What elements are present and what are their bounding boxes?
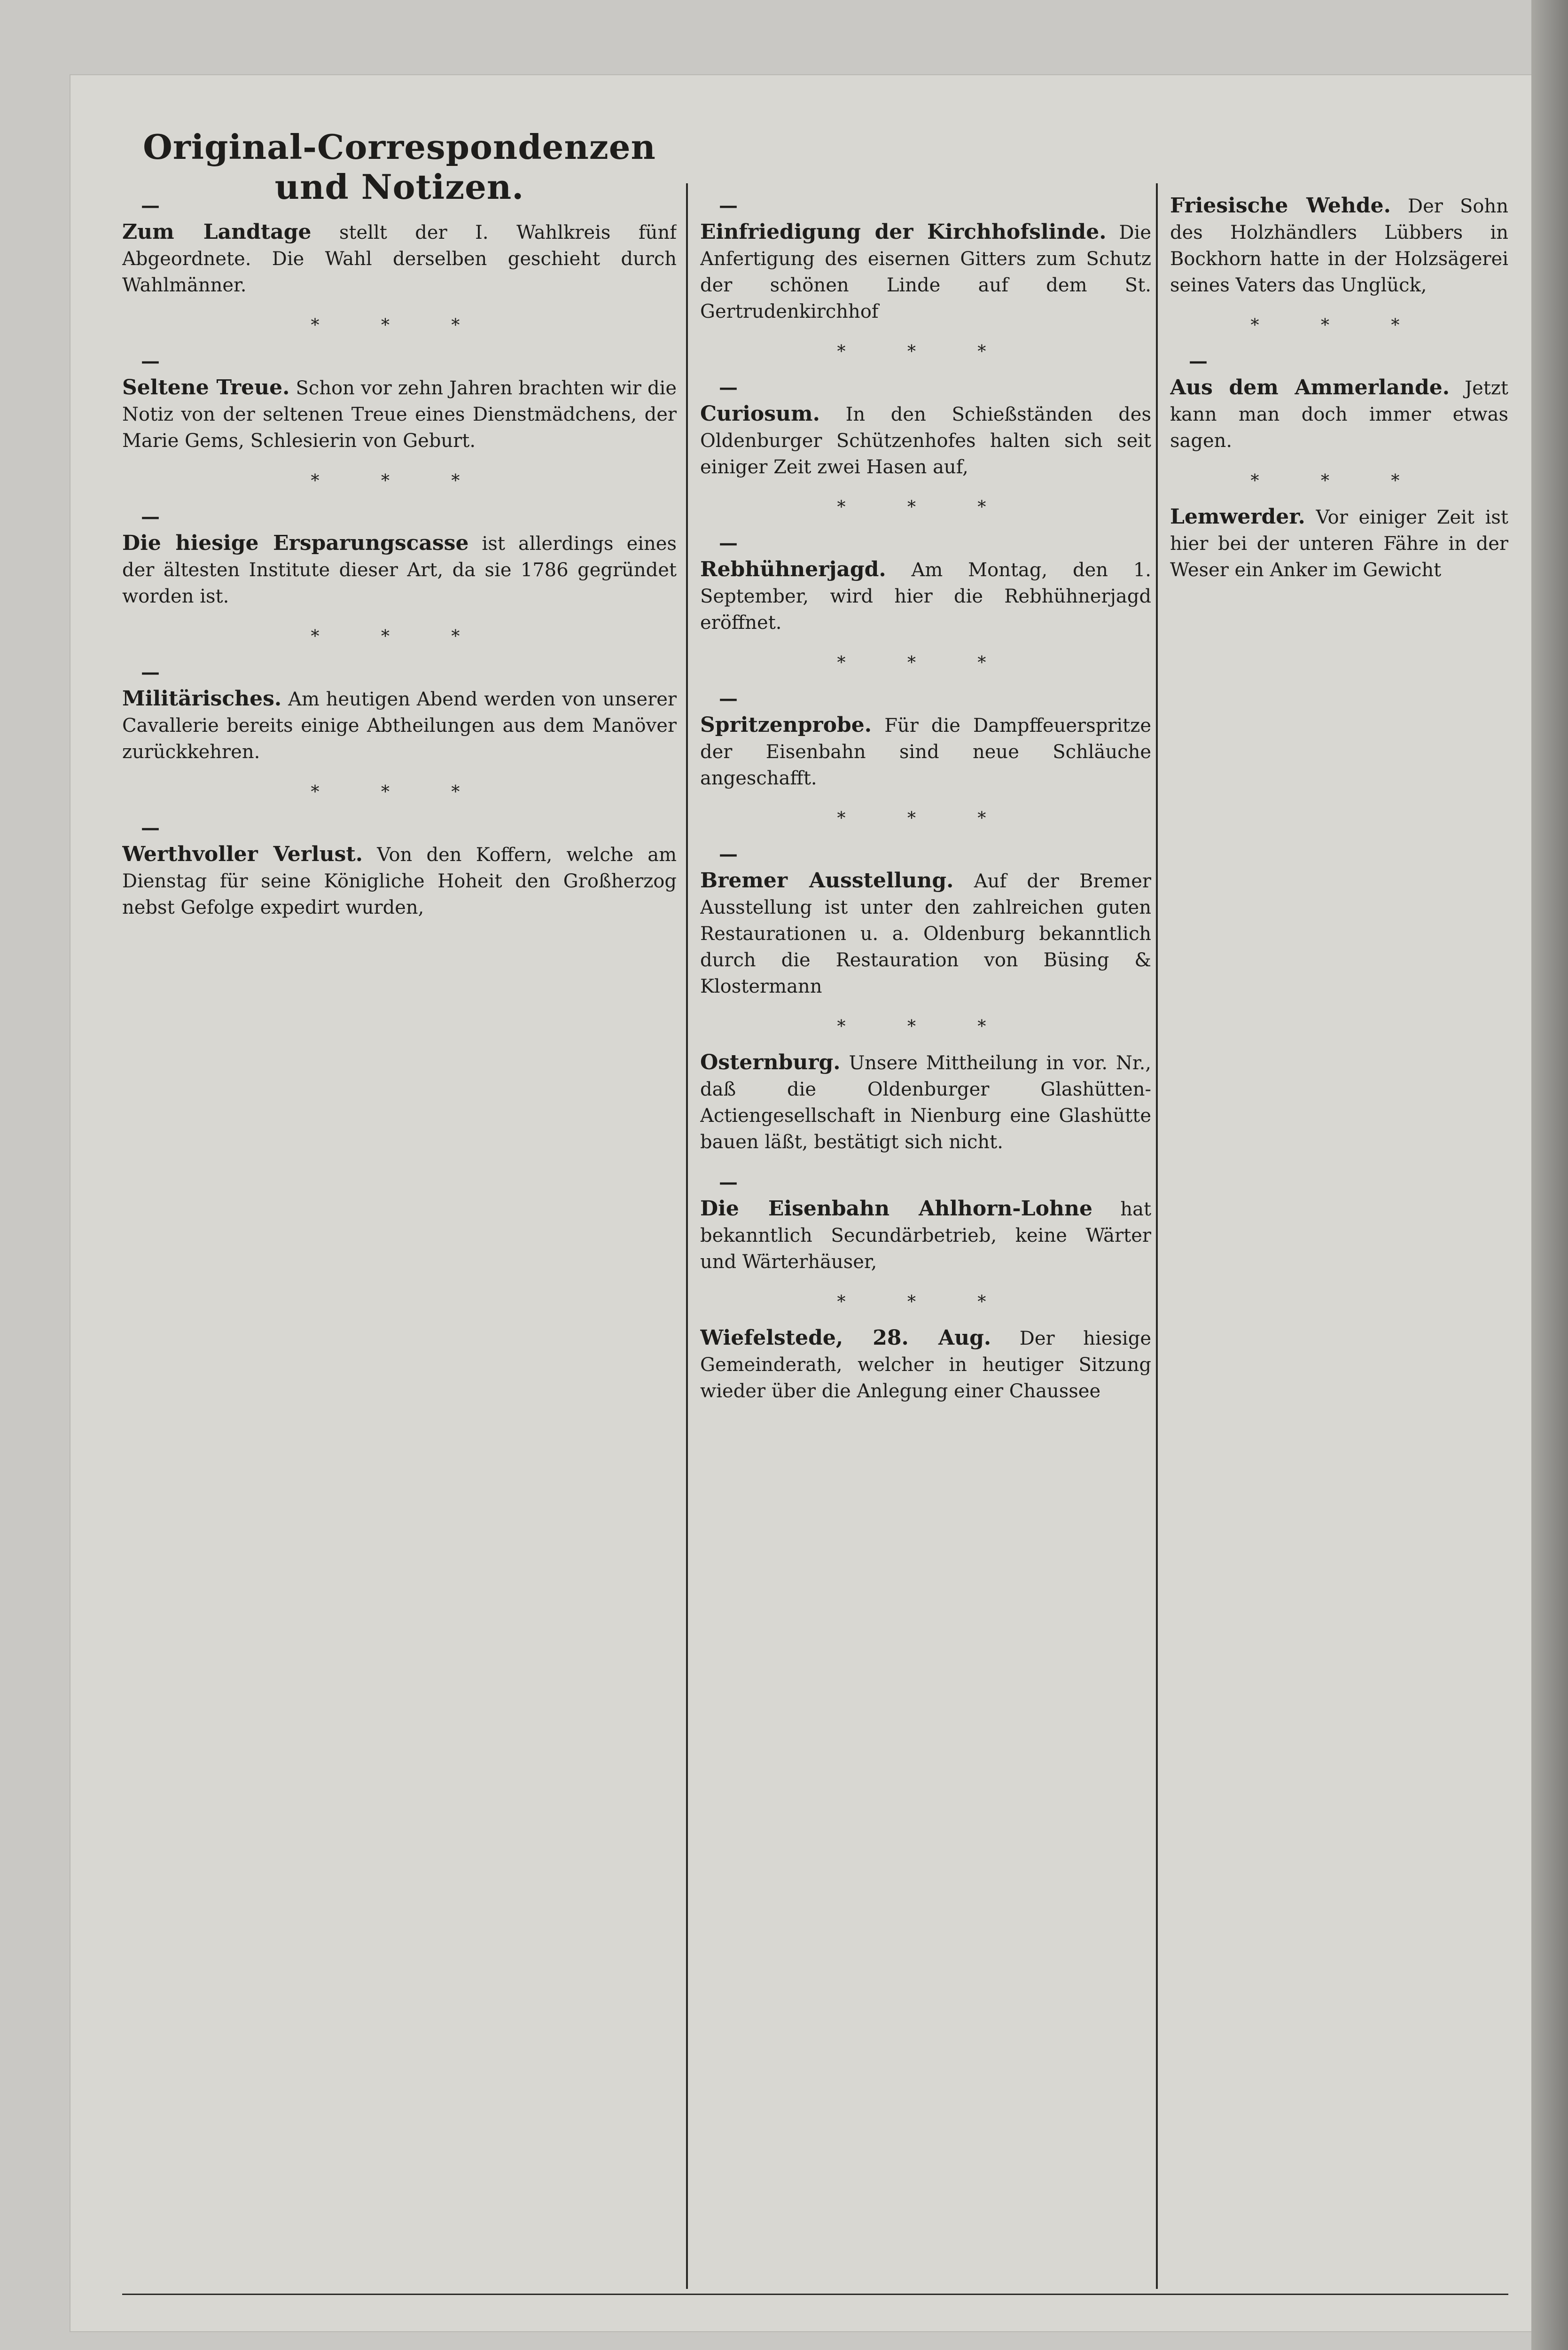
article-heading: Wiefelstede, 28. Aug. <box>700 1326 991 1350</box>
separator-stars: * * * <box>837 1292 1014 1312</box>
section-heading: Original-Correspondenzen und Notizen. <box>143 127 656 207</box>
article: — Einfriedigung der Kirchhofslinde. Die Anfertigung des eisernen Gitters zum Schutz der schönen Linde auf dem St. Gertrudenkirchhof <box>700 195 1151 322</box>
article: — Die Eisenbahn Ahlhorn-Lohne hat bekanntlich Secundärbetrieb, keine Wärter und Wärterhäuser, <box>700 1171 1151 1273</box>
article-lead: ist allerdings eines der ältesten Institute dieser Art, da sie 1786 gegründet worden ist. <box>122 533 677 607</box>
article-heading: Spritzenprobe. <box>700 713 872 737</box>
article-heading: Aus dem Ammerlande. <box>1170 376 1450 400</box>
column-3 <box>1170 193 1508 2261</box>
article-heading: Einfriedigung der Kirchhofslinde. <box>700 220 1107 244</box>
article-heading: Bremer Ausstellung. <box>700 869 954 893</box>
article-lead: Unsere Mittheilung in vor. Nr., daß die Oldenburger Glashütten-Actiengesellschaft in Nienburg eine Glashütte bauen läßt, bestätigt sich nicht. <box>700 1052 1151 1153</box>
article: — Spritzenprobe. Für die Dampffeuerspritze der Eisenbahn sind neue Schläuche angeschafft. <box>700 688 1151 789</box>
article-heading: Militärisches. <box>122 687 282 711</box>
article-heading: Die Eisenbahn Ahlhorn-Lohne <box>700 1197 1092 1221</box>
article-heading: Zum Landtage <box>122 220 312 244</box>
article <box>1170 504 1508 583</box>
separator-stars: * * * <box>837 653 1014 673</box>
separator-stars: * * * <box>311 783 488 802</box>
article-lead: Der Sohn des Holzhändlers Lübbers in Bockhorn hatte in der Holzsägerei seines Vaters das Unglück, <box>1170 196 1508 296</box>
separator-stars: * * * <box>837 342 1014 361</box>
article-heading: Friesische Wehde. <box>1170 194 1391 218</box>
article-lead: Die Anfertigung des eisernen Gitters zum Schutz der schönen Linde auf dem St. Gertrudenkirchhof <box>700 222 1151 322</box>
column-rule <box>686 183 688 2289</box>
separator-stars: * * * <box>837 1017 1014 1036</box>
article-heading: Curiosum. <box>700 402 820 426</box>
article: — Werthvoller Verlust. Von den Koffern, welche am Dienstag für seine Königliche Hoheit den Großherzog nebst Gefolge expedirt wurden, <box>122 817 677 918</box>
article: — Rebhühnerjagd. Am Montag, den 1. September, wird hier die Rebhühnerjagd eröffnet. <box>700 532 1151 634</box>
article-heading: Rebhühnerjagd. <box>700 557 886 581</box>
separator-stars: * * * <box>311 316 488 335</box>
article-lead: hat bekanntlich Secundärbetrieb, keine Wärter und Wärterhäuser, <box>700 1198 1151 1273</box>
article-lead: Der hiesige Gemeinderath, welcher in heutiger Sitzung wieder über die Anlegung einer Chaussee <box>700 1328 1151 1402</box>
separator-stars: * * * <box>311 471 488 491</box>
article-lead: Für die Dampffeuerspritze der Eisenbahn sind neue Schläuche angeschafft. <box>700 715 1151 789</box>
column-1 <box>122 193 677 2261</box>
article-lead: Am Montag, den 1. September, wird hier die Rebhühnerjagd eröffnet. <box>700 559 1151 634</box>
article-heading: Werthvoller Verlust. <box>122 842 363 866</box>
article-lead: Vor einiger Zeit ist hier bei der unteren Fähre in der Weser ein Anker im Gewicht <box>1170 507 1508 581</box>
article-lead: Von den Koffern, welche am Dienstag für seine Königliche Hoheit den Großherzog nebst Gefolge expedirt wurden, <box>122 844 677 918</box>
article <box>700 1325 1151 1404</box>
article: — Militärisches. Am heutigen Abend werden von unserer Cavallerie bereits einige Abtheilungen aus dem Manöver zurückkehren. <box>122 661 677 763</box>
article <box>700 1050 1151 1155</box>
column-2 <box>700 193 1151 2261</box>
article: — Seltene Treue. Schon vor zehn Jahren brachten wir die Notiz von der seltenen Treue eines Dienstmädchens, der Marie Gems, Schlesierin von Geburt. <box>122 350 677 452</box>
article-heading: Seltene Treue. <box>122 376 290 400</box>
article: — Aus dem Ammerlande. Jetzt kann man doch immer etwas sagen. <box>1170 350 1508 452</box>
article-lead: In den Schießständen des Oldenburger Schützenhofes halten sich seit einiger Zeit zwei Hasen auf, <box>700 404 1151 478</box>
separator-stars: * * * <box>1250 316 1428 335</box>
article-lead: Am heutigen Abend werden von unserer Cavallerie bereits einige Abtheilungen aus dem Manöver zurückkehren. <box>122 689 677 763</box>
article: — Die hiesige Ersparungscasse ist allerdings eines der ältesten Institute dieser Art, da sie 1786 gegründet worden ist. <box>122 506 677 607</box>
separator-stars: * * * <box>837 498 1014 517</box>
article-heading: Osternburg. <box>700 1050 841 1074</box>
page-edge <box>1531 0 1568 2350</box>
newspaper-page <box>70 75 1537 2331</box>
article <box>1170 193 1508 298</box>
article-heading: Die hiesige Ersparungscasse <box>122 531 469 555</box>
article: — Curiosum. In den Schießständen des Oldenburger Schützenhofes halten sich seit einiger Zeit zwei Hasen auf, <box>700 376 1151 478</box>
article: — Bremer Ausstellung. Auf der Bremer Ausstellung ist unter den zahlreichen guten Restaurationen u. a. Oldenburg bekanntlich durch die Restauration von Büsing & Klostermann <box>700 843 1151 997</box>
column-rule <box>1156 183 1158 2289</box>
article-lead: Jetzt kann man doch immer etwas sagen. <box>1170 377 1508 452</box>
separator-stars: * * * <box>837 809 1014 828</box>
article-lead: Auf der Bremer Ausstellung ist unter den zahlreichen guten Restaurationen u. a. Oldenburg bekanntlich durch die Restauration von Büsing & Klostermann <box>700 870 1151 997</box>
bottom-rule <box>122 2294 1508 2295</box>
article-heading: Lemwerder. <box>1170 505 1305 529</box>
separator-stars: * * * <box>311 627 488 646</box>
article-lead: stellt der I. Wahlkreis fünf Abgeordnete. Die Wahl derselben geschieht durch Wahlmänner. <box>122 222 677 296</box>
separator-stars: * * * <box>1250 471 1428 491</box>
article: — Zum Landtage stellt der I. Wahlkreis fünf Abgeordnete. Die Wahl derselben geschieht durch Wahlmänner. <box>122 195 677 296</box>
article-lead: Schon vor zehn Jahren brachten wir die Notiz von der seltenen Treue eines Dienstmädchens, der Marie Gems, Schlesierin von Geburt. <box>122 377 677 452</box>
